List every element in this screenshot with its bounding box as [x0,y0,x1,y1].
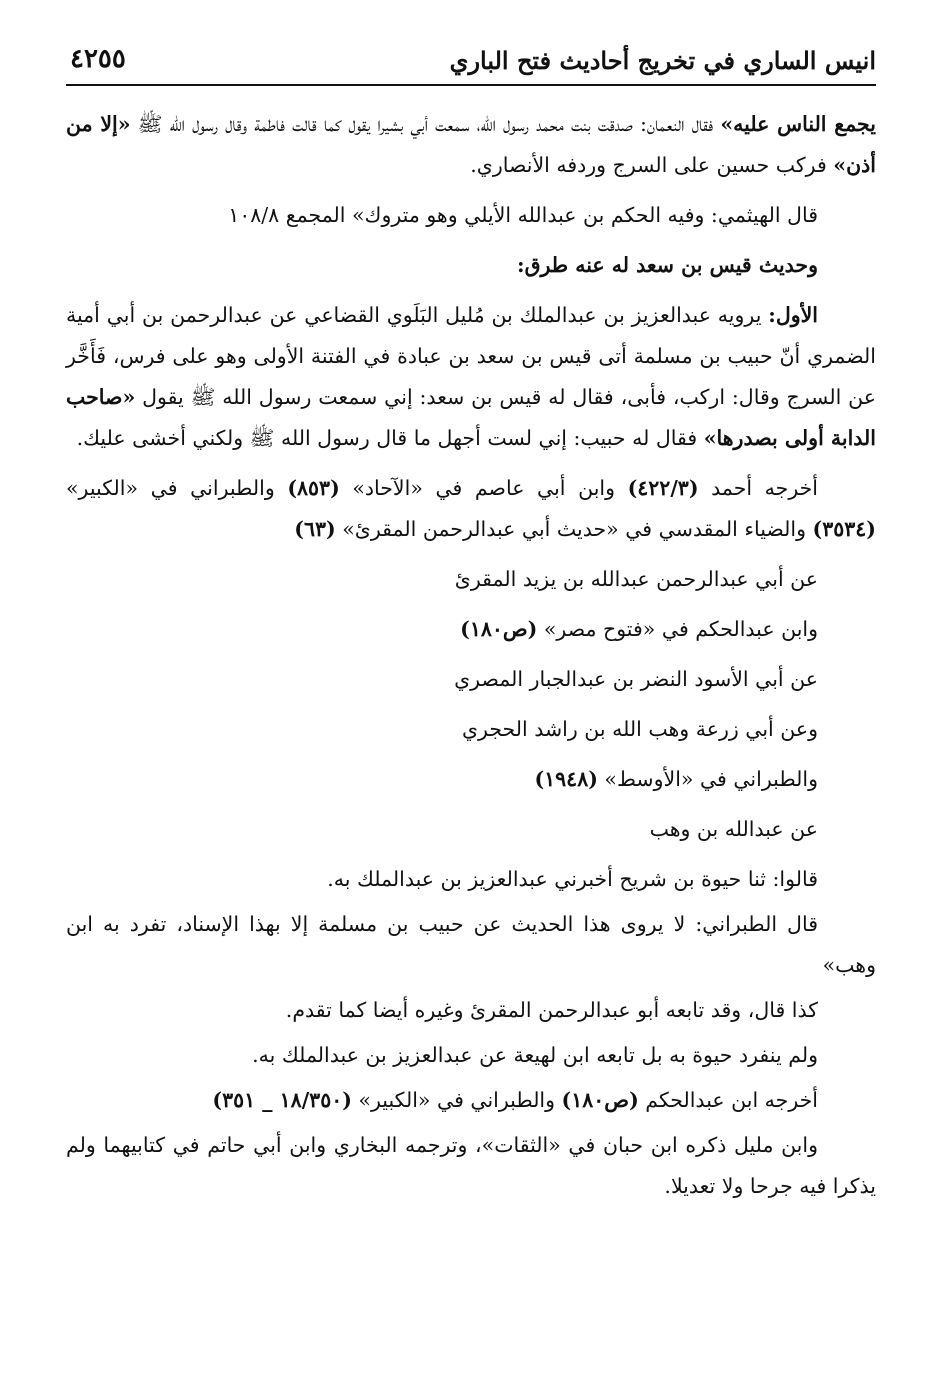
text-segment: قال الهيثمي: وفيه الحكم بن عبدالله الأيلي وهو متروك» المجمع ١٠٨/٨ [228,203,818,227]
text-segment: «صاحب الدابة أولى بصدرها» [66,385,876,450]
text-segment: قالوا: ثنا حيوة بن شريح أخبرني عبدالعزيز بن عبدالملك به. [327,867,818,891]
text-segment: (١٨/٣٥٠ _ ٣٥١) [212,1088,352,1112]
text-segment: وعن أبي زرعة وهب الله بن راشد الحجري [461,717,818,741]
text-segment: «إلا من أذن» [66,112,876,177]
text-segment: (٨٥٣) [287,476,340,500]
text-segment: فركب حسين على السرج وردفه الأنصاري. [470,153,834,177]
paragraph-5 [66,468,876,550]
paragraph-16 [66,1080,876,1121]
text-segment: وابن أبي عاصم في «الآحاد» [339,476,628,500]
text-segment: (٦٣) [294,517,336,541]
text-segment: (٤٢٢/٣) [627,476,699,500]
paragraph-8 [66,659,876,700]
paragraph-9 [66,709,876,750]
text-segment: قال الطبراني: لا يروى هذا الحديث عن حبيب بن مسلمة إلا بهذا الإسناد، تفرد به ابن وهب» [66,912,876,977]
text-segment: أخرجه أحمد [698,476,818,500]
text-segment: فقال النعمان: صدقت بنت محمد رسول الله، سمعت أبي بشيرا يقول كما قالت فاطمة وقال رسول الله ﷺ [130,112,721,136]
paragraph-15 [66,1035,876,1076]
text-segment: الأول: [768,303,818,327]
section-heading [66,245,876,286]
text-segment: والطبراني في «الأوسط» [597,767,818,791]
running-header [66,40,876,86]
text-segment: والطبراني في «الكبير» [66,476,288,500]
paragraph-4 [66,295,876,459]
paragraph-14 [66,990,876,1031]
text-segment: عن أبي الأسود النضر بن عبدالجبار المصري [454,667,818,691]
body-text [66,104,876,1207]
text-segment: والطبراني في «الكبير» [351,1088,562,1112]
text-segment: يجمع الناس عليه» [720,112,876,136]
paragraph-6 [66,559,876,600]
page-number: ٤٢٥٥ [70,44,126,74]
text-segment: يرويه عبدالعزيز بن عبدالملك بن مُليل البَلَوي القضاعي عن عبدالرحمن بن أبي أمية الضمري أنّ حبيب بن مسلمة أتى قيس بن سعد بن عبادة في الفتنة الأولى وهو على فرس، فَأَخَّر عن السرج وقال: اركب، فأبى، فقال له قيس بن سعد: إني سمعت رسول الله ﷺ يقول [66,303,876,409]
header-title: انيس الساري في تخريج أحاديث فتح الباري [449,46,876,75]
paragraph-11 [66,809,876,850]
text-segment: (٣٥٣٤) [812,517,876,541]
paragraph-1 [66,104,876,186]
text-segment: عن عبدالله بن وهب [649,817,818,841]
text-segment: فقال له حبيب: إني لست أجهل ما قال رسول الله ﷺ ولكني أخشى عليك. [76,426,704,450]
paragraph-12 [66,859,876,900]
text-segment: وحديث قيس بن سعد له عنه طرق: [517,253,818,277]
text-segment: وابن عبدالحكم في «فتوح مصر» [537,617,818,641]
text-segment: (١٩٤٨) [534,767,598,791]
text-segment: عن أبي عبدالرحمن عبدالله بن يزيد المقرئ [454,567,818,591]
text-segment: (ص١٨٠) [561,1088,639,1112]
paragraph-10 [66,759,876,800]
text-segment: أخرجه ابن عبدالحكم [638,1088,818,1112]
paragraph-17 [66,1125,876,1207]
text-segment: (ص١٨٠) [460,617,538,641]
text-segment: وابن مليل ذكره ابن حبان في «الثقات»، وترجمه البخاري وابن أبي حاتم في كتابيهما ولم يذكرا فيه جرحا ولا تعديلا. [66,1133,876,1198]
paragraph-13 [66,904,876,986]
text-segment: ولم ينفرد حيوة به بل تابعه ابن لهيعة عن عبدالعزيز بن عبدالملك به. [252,1043,818,1067]
text-segment: والضياء المقدسي في «حديث أبي عبدالرحمن المقرئ» [335,517,813,541]
paragraph-7 [66,609,876,650]
paragraph-2 [66,195,876,236]
text-segment: كذا قال، وقد تابعه أبو عبدالرحمن المقرئ وغيره أيضا كما تقدم. [285,998,818,1022]
